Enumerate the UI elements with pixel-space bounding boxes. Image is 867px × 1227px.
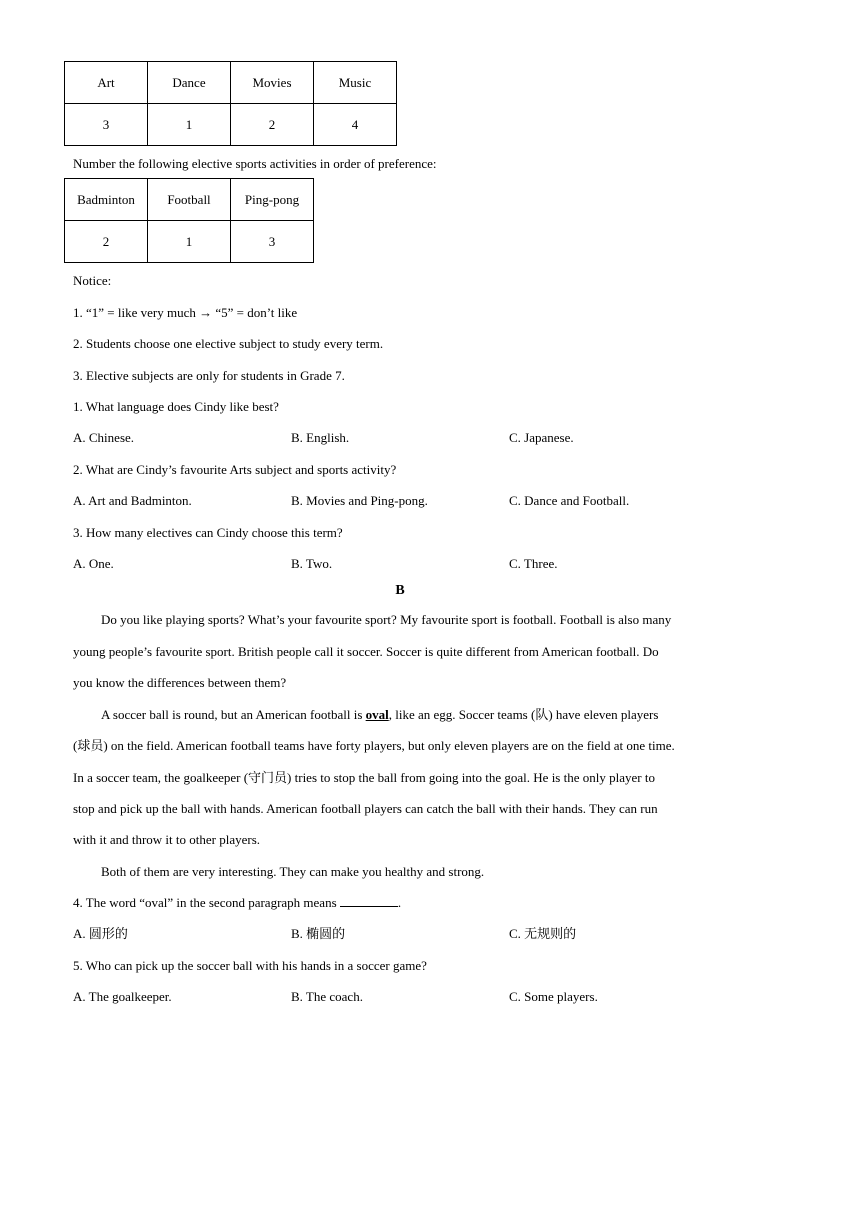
table-header-row [65,179,314,221]
answer-blank [340,894,398,907]
table-row [65,221,314,263]
passage-line: young people’s favourite sport. British people call it soccer. Soccer is quite different from American football. Do [73,644,659,659]
option-a: A. The goalkeeper. [73,989,172,1004]
passage-line: Both of them are very interesting. They can make you healthy and strong. [101,864,485,879]
table-cell: Badminton [65,179,148,221]
table-cell: 3 [231,221,314,263]
table-cell: Art [65,62,148,104]
table-header-row [65,62,397,104]
option-c: C. Japanese. [509,430,574,445]
passage-line: stop and pick up the ball with hands. American football players can catch the ball with their hands. They can run [73,801,658,816]
section-heading: B [395,583,405,598]
keyword-oval: oval [365,707,389,722]
option-c: C. Dance and Football. [509,493,630,508]
option-a: A. 圆形的 [73,926,128,941]
notice-item: 1. “1” = like very much → “5” = don’t like [73,305,298,320]
passage-line: you know the differences between them? [73,675,287,690]
table-cell: 1 [148,221,231,263]
passage-line: Do you like playing sports? What’s your favourite sport? My favourite sport is football. Football is also many [101,612,672,627]
option-b: B. English. [291,430,350,445]
sports-preference-table [64,178,314,263]
passage-line: (球员) on the field. American football teams have forty players, but only eleven players are on the field at one time. [73,738,675,753]
question-text-part: . [397,895,402,910]
table-cell: 2 [65,221,148,263]
question-text: 3. How many electives can Cindy choose this term? [73,525,343,540]
option-a: A. Art and Badminton. [73,493,192,508]
option-b: B. 椭圆的 [291,926,346,941]
passage-text: , like an egg. Soccer teams (队) have eleven players [388,707,659,722]
passage-text: A soccer ball is round, but an American football is [101,707,366,722]
arts-preference-table [64,61,397,146]
table-cell: 2 [231,104,314,146]
option-b: B. The coach. [291,989,363,1004]
question-text: 5. Who can pick up the soccer ball with his hands in a soccer game? [73,958,427,973]
sports-instruction: Number the following elective sports activities in order of preference: [73,156,437,171]
notice-item: 2. Students choose one elective subject to study every term. [73,336,384,351]
option-c: C. Some players. [509,989,598,1004]
option-a: A. Chinese. [73,430,135,445]
option-c: C. Three. [509,556,558,571]
table-cell: 1 [148,104,231,146]
passage-line: with it and throw it to other players. [73,832,261,847]
notice-item: 3. Elective subjects are only for students in Grade 7. [73,368,345,383]
option-b: B. Movies and Ping-pong. [291,493,428,508]
notice-title: Notice: [73,273,112,288]
question-text: 2. What are Cindy’s favourite Arts subject and sports activity? [73,462,397,477]
table-cell: Music [314,62,397,104]
passage-line: In a soccer team, the goalkeeper (守门员) tries to stop the ball from going into the goal. He is the only player to [73,770,655,785]
table-cell: 3 [65,104,148,146]
table-cell: Movies [231,62,314,104]
table-cell: Ping-pong [231,179,314,221]
table-row [65,104,397,146]
option-a: A. One. [73,556,114,571]
table-cell: Dance [148,62,231,104]
question-text: 1. What language does Cindy like best? [73,399,279,414]
table-cell: 4 [314,104,397,146]
option-c: C. 无规则的 [509,926,577,941]
option-b: B. Two. [291,556,333,571]
question-text [73,894,401,912]
table-cell: Football [148,179,231,221]
passage-line [101,706,658,724]
question-text-part: 4. The word “oval” in the second paragraph means [73,895,340,910]
